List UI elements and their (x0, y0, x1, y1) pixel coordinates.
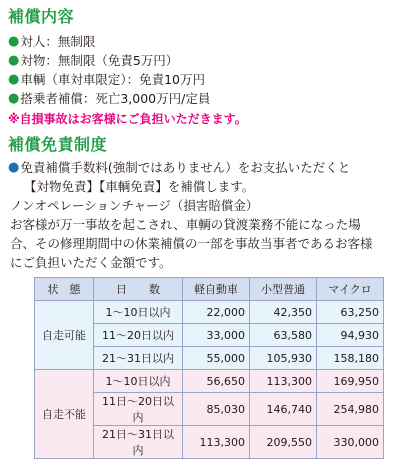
header-kei: 軽自動車 (183, 278, 250, 301)
value-cell: 55,000 (183, 347, 250, 370)
noc-line: お客様が万一事故を起こされ、車輌の貸渡業務不能になった場 (10, 217, 361, 232)
coverage-item (8, 32, 95, 50)
value-cell: 63,580 (250, 324, 317, 347)
days-cell: 21日〜31日以内 (94, 426, 183, 459)
value-cell: 330,000 (317, 426, 384, 459)
table-header-row (35, 278, 384, 301)
coverage-item (8, 70, 205, 88)
days-cell: 1〜10日以内 (94, 301, 183, 324)
bullet-icon: ● (8, 52, 20, 68)
table-row (35, 301, 384, 324)
status-cell: 自走可能 (35, 301, 94, 370)
bullet-icon: ● (8, 90, 20, 106)
days-cell: 21〜31日以内 (94, 347, 183, 370)
value-cell: 63,250 (317, 301, 384, 324)
table-row (35, 370, 384, 393)
coverage-item-text: 搭乗者補償：死亡3,000万円/定員 (20, 91, 211, 106)
coverage-title: 補償内容 (8, 7, 75, 26)
coverage-item (8, 89, 210, 107)
waiver-line (8, 158, 350, 176)
waiver-title: 補償免責制度 (8, 135, 108, 154)
noc-line: 合、その修理期間中の休業補償の一部を事故当事者であるお客様 (10, 236, 373, 251)
value-cell: 113,300 (183, 426, 250, 459)
value-cell: 56,650 (183, 370, 250, 393)
header-days: 日 数 (94, 278, 183, 301)
noc-title: ノンオペレーションチャージ（損害賠償金） (10, 198, 259, 213)
value-cell: 169,950 (317, 370, 384, 393)
header-micro: マイクロ (317, 278, 384, 301)
days-cell: 11日〜20日以内 (94, 393, 183, 426)
coverage-item-text: 対物：無制限（免責5万円） (20, 53, 179, 68)
bullet-icon: ● (8, 159, 20, 175)
value-cell: 33,000 (183, 324, 250, 347)
value-cell: 85,030 (183, 393, 250, 426)
noc-fee-table (34, 277, 384, 459)
days-cell: 11〜20日以内 (94, 324, 183, 347)
noc-line: にご負担いただく金額です。 (10, 255, 172, 270)
header-compact: 小型普通 (250, 278, 317, 301)
days-cell: 1〜10日以内 (94, 370, 183, 393)
value-cell: 22,000 (183, 301, 250, 324)
value-cell: 94,930 (317, 324, 384, 347)
coverage-item-text: 車輌（車対車限定）：免責10万円 (20, 72, 206, 87)
value-cell: 146,740 (250, 393, 317, 426)
value-cell: 105,930 (250, 347, 317, 370)
bullet-icon: ● (8, 71, 20, 87)
value-cell: 254,980 (317, 393, 384, 426)
value-cell: 158,180 (317, 347, 384, 370)
waiver-line-text: 免責補償手数料(強制ではありません）をお支払いただくと (20, 160, 351, 175)
header-status: 状 態 (35, 278, 94, 301)
waiver-line2: 【対物免責】【車輌免責】を補償します。 (24, 179, 255, 194)
value-cell: 113,300 (250, 370, 317, 393)
value-cell: 42,350 (250, 301, 317, 324)
bullet-icon: ● (8, 33, 20, 49)
coverage-item-text: 対人：無制限 (20, 34, 96, 49)
status-cell: 自走不能 (35, 370, 94, 459)
value-cell: 209,550 (250, 426, 317, 459)
coverage-item (8, 51, 178, 69)
self-accident-note: ※自損事故はお客様にご負担いただきます。 (8, 112, 247, 126)
